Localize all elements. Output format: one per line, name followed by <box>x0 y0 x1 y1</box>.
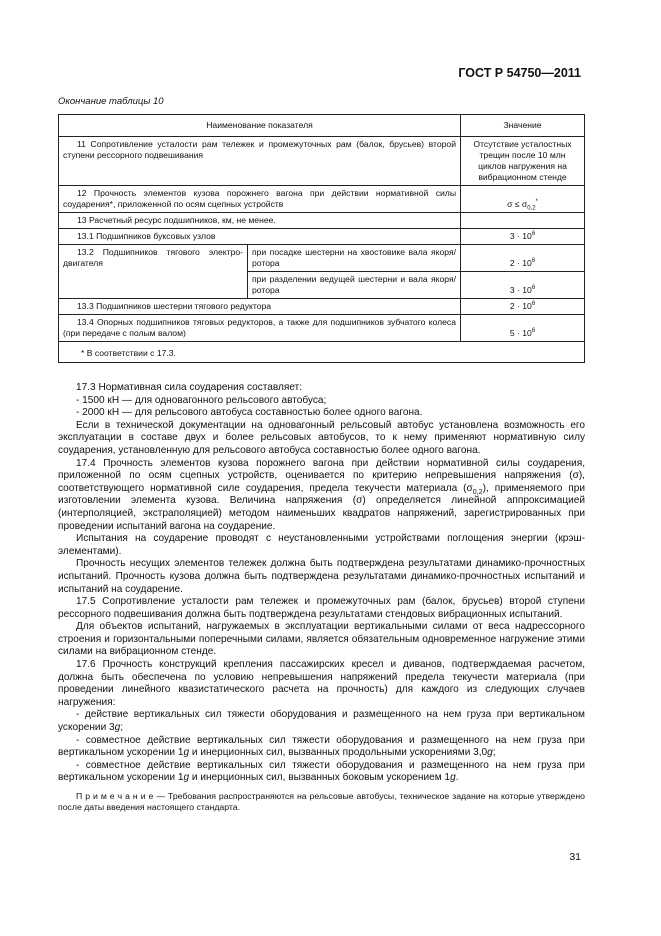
table-footnote-row <box>59 342 585 363</box>
paragraph: - совместное действие вертикальных сил тяжести оборудования и размещенного на нем груза при вертикальном ускорении 1g и инерционных сил, вызванных боковым ускорением 1g. <box>58 759 585 784</box>
table-footnote: * В соответствии с 17.3. <box>59 342 585 363</box>
paragraph: Если в технической документации на одновагонный рельсовый автобус установлена возможность его эксплуатации в составе двух и более рельсовых автобусов, то к нему применяют нормативную силу соударения, установленную для рельсового автобуса составностью более одного вагона. <box>58 419 585 456</box>
table-row <box>59 137 585 186</box>
document-id: ГОСТ Р 54750—2011 <box>458 66 581 80</box>
paragraph: - совместное действие вертикальных сил тяжести оборудования и размещенного на нем груза при вертикальном ускорении 1g и инерционных сил, вызванных продольными ускорениями 3,0g; <box>58 734 585 759</box>
row-13-label: 13 Расчетный ресурс подшипников, км, не менее. <box>59 213 461 229</box>
paragraph: 17.3 Нормативная сила соударения составляет: <box>76 382 303 393</box>
row-12-value: $\sigma \le \sigma_{0,2}^*$ <box>461 186 585 213</box>
col-header-value: Значение <box>461 115 585 137</box>
paragraph: Прочность несущих элементов тележек должна быть подтверждена результатами динамико-прочностных испытаний. Прочность кузова должна быть подтверждена результатами динамико-прочностных испытаний и испытаний на соударение. <box>58 558 585 595</box>
paragraph: Для объектов испытаний, нагружаемых в эксплуатации вертикальными силами от веса надрессорного строения и горизонтальными поперечными силами, является обязательным одновременное нагружение этими силами на вибрационном стенде. <box>58 621 585 658</box>
row-11-label: 11 Сопротивление усталости рам тележек и промежуточных рам (балок, брусьев) второй ступени рессорного подвешивания <box>59 137 461 186</box>
row-13-4-value: $5 \cdot 10^6$ <box>461 315 585 342</box>
table-row <box>59 315 585 342</box>
note-label: П р и м е ч а н и е <box>76 791 154 801</box>
table-row <box>59 213 585 229</box>
table-row <box>59 186 585 213</box>
row-13-2-sub2-value: $3 \cdot 10^6$ <box>461 272 585 299</box>
table-row <box>59 229 585 245</box>
row-13-1-label: 13.1 Подшипников буксовых узлов <box>59 229 461 245</box>
row-13-3-label: 13.3 Подшипников шестерни тягового редуктора <box>59 299 461 315</box>
col-header-name: Наименование показателя <box>59 115 461 137</box>
paragraph: 17.6 Прочность конструкций крепления пассажирских кресел и диванов, подтверждаемая расчетом, должна быть обеспечена по условию непревышения напряжений предела текучести материала (при проведении линейного квазистатического расчета на прочность) для каждого из следующих случаев нагружения: <box>58 659 585 708</box>
table-caption: Окончание таблицы 10 <box>58 96 164 107</box>
row-13-4-label: 13.4 Опорных подшипников тяговых редукторов, а также для подшипников зубчатого колеса (при передаче с полым валом) <box>59 315 461 342</box>
row-12-label: 12 Прочность элементов кузова порожнего вагона при действии нормативной силы соударения*, приложенной по осям сцепных устройств <box>59 186 461 213</box>
paragraph: 17.5 Сопротивление усталости рам тележек и промежуточных рам (балок, брусьев) второй ступени рессорного подвешивания должна быть подтверждена результатами стендовых вибрационных испытаний. <box>58 596 585 620</box>
table-row <box>59 245 585 272</box>
table-header-row <box>59 115 585 137</box>
row-13-1-value: $3 \cdot 10^6$ <box>461 229 585 245</box>
row-13-2-label: 13.2 Подшипников тягового электро-двигателя <box>59 245 248 299</box>
note: П р и м е ч а н и е — Требования распространяются на рельсовые автобусы, техническое задание на которые утверждено после даты введения настоящего стандарта. <box>58 791 586 812</box>
indicators-table <box>58 114 585 363</box>
row-13-2-sub2-label: при разделении ведущей шестерни и вала якоря/ротора <box>248 272 461 299</box>
paragraph: - 1500 кН — для одновагонного рельсового автобуса; <box>76 394 327 406</box>
table-row <box>59 299 585 315</box>
row-11-value: Отсутствие усталостных трещин после 10 млн циклов нагружения на вибрационном стенде <box>461 137 585 186</box>
paragraph: 17.4 Прочность элементов кузова порожнего вагона при действии нормативной силы соударения, приложенной по осям сцепных устройств, оценивается по критерию непревышения напряжения (σ), соответствующего нормативной силе соударения, предела текучести материала $(\sigma_{0,2})$, применяемого при изготовлении элемента кузова. Величина напряжения (σ) определяется линейной аппроксимацией (интерполяцией, экстраполяцией) методом наименьших квадратов напряжений, зарегистрированных при проведении испытаний вагона на соударение. <box>58 457 585 532</box>
paragraph: Испытания на соударение проводят с неустановленными устройствами поглощения энергии (крэш-элементами). <box>58 533 585 557</box>
row-13-2-sub1-label: при посадке шестерни на хвостовике вала якоря/ротора <box>248 245 461 272</box>
row-13-value <box>461 213 585 229</box>
paragraph: - действие вертикальных сил тяжести оборудования и размещенного на нем груза при вертикальном ускорении 3g; <box>58 709 585 734</box>
page-number: 31 <box>569 851 581 863</box>
body-text <box>58 382 585 813</box>
row-13-2-sub1-value: $2 \cdot 10^6$ <box>461 245 585 272</box>
paragraph: - 2000 кН — для рельсового автобуса составностью более одного вагона. <box>76 407 423 419</box>
row-13-3-value: $2 \cdot 10^6$ <box>461 299 585 315</box>
